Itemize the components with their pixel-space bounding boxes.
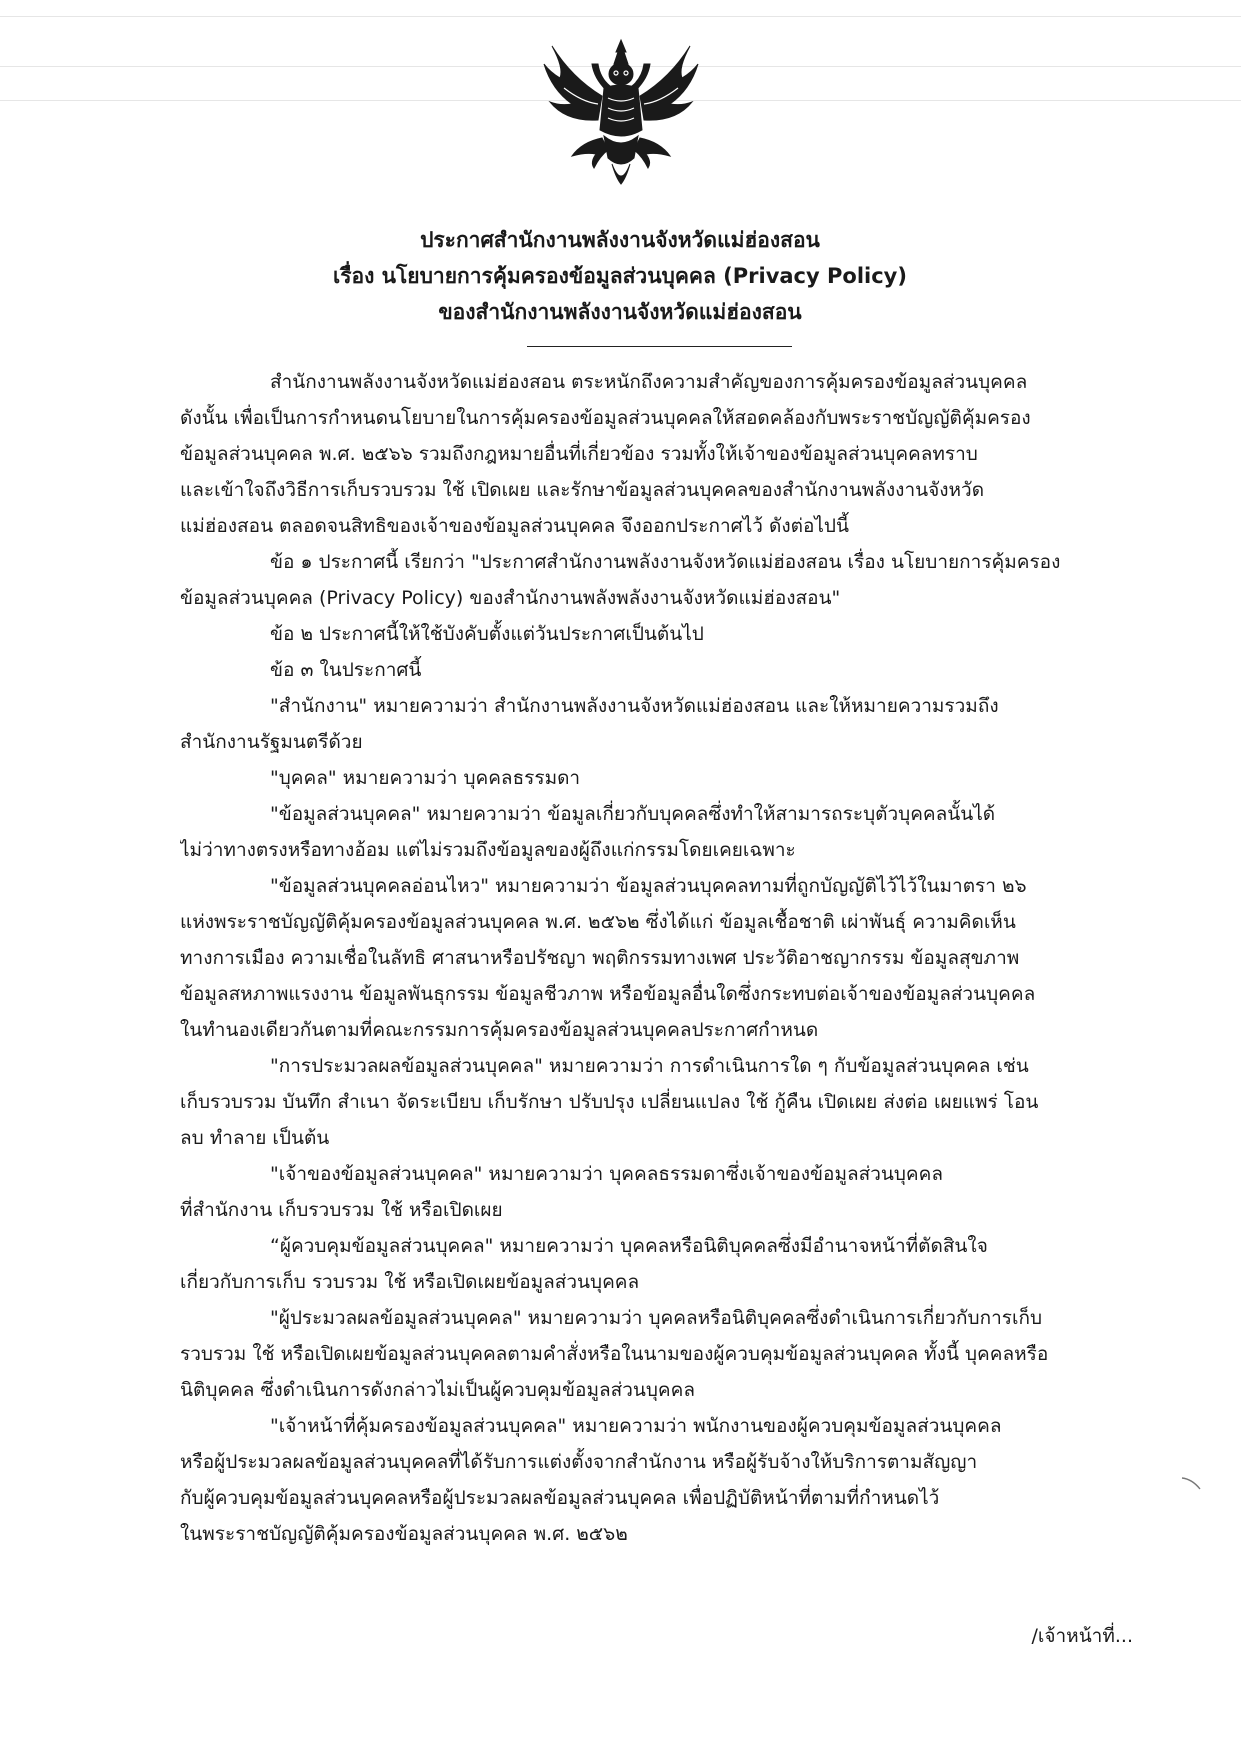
definition-processing (180, 1048, 1135, 1156)
text-line: เกี่ยวกับการเก็บ รวบรวม ใช้ หรือเปิดเผยข้อมูลส่วนบุคคล (180, 1271, 640, 1293)
text-line: ข้อมูลสหภาพแรงงาน ข้อมูลพันธุกรรม ข้อมูลชีวภาพ หรือข้อมูลอื่นใดซึ่งกระทบต่อเจ้าของข้อมูลส่วนบุคคล (180, 983, 1036, 1005)
heading-office: ของสำนักงานพลังงานจังหวัดแม่ฮ่องสอน (438, 300, 802, 324)
text-line: และเข้าใจถึงวิธีการเก็บรวบรวม ใช้ เปิดเผย และรักษาข้อมูลส่วนบุคคลของสำนักงานพลังงานจังหวัด (180, 479, 985, 501)
heading-title: ประกาศสำนักงานพลังงานจังหวัดแม่ฮ่องสอน (420, 228, 820, 252)
margin-mark (1180, 1475, 1204, 1491)
continuation-marker: /เจ้าหน้าที่... (1031, 1625, 1133, 1647)
clause-3-paragraph (180, 652, 1135, 688)
text-line: ในพระราชบัญญัติคุ้มครองข้อมูลส่วนบุคคล พ.ศ. ๒๕๖๒ (180, 1523, 628, 1545)
definition-data-subject (180, 1156, 1135, 1228)
announcement-heading (180, 222, 1060, 330)
text-line: "บุคคล" หมายความว่า บุคคลธรรมดา (270, 767, 581, 789)
text-line: แห่งพระราชบัญญัติคุ้มครองข้อมูลส่วนบุคคล พ.ศ. ๒๕๖๒ ซึ่งได้แก่ ข้อมูลเชื้อชาติ เผ่าพันธุ์ ความคิดเห็น (180, 911, 1016, 933)
text-line: ข้อมูลส่วนบุคคล (Privacy Policy) ของสำนักงานพลังพลังงานจังหวัดแม่ฮ่องสอน" (180, 587, 841, 609)
text-line: ไม่ว่าทางตรงหรือทางอ้อม แต่ไม่รวมถึงข้อมูลของผู้ถึงแก่กรรมโดยเคยเฉพาะ (180, 839, 796, 861)
text-line: ข้อ ๑ ประกาศนี้ เรียกว่า "ประกาศสำนักงานพลังงานจังหวัดแม่ฮ่องสอน เรื่อง นโยบายการคุ้มครอง (270, 551, 1061, 573)
text-line: "ข้อมูลส่วนบุคคล" หมายความว่า ข้อมูลเกี่ยวกับบุคคลซึ่งทำให้สามารถระบุตัวบุคคลนั้นได้ (270, 803, 996, 825)
text-line: "เจ้าของข้อมูลส่วนบุคคล" หมายความว่า บุคคลธรรมดาซึ่งเจ้าของข้อมูลส่วนบุคคล (270, 1163, 943, 1185)
text-line: กับผู้ควบคุมข้อมูลส่วนบุคคลหรือผู้ประมวลผลข้อมูลส่วนบุคคล เพื่อปฏิบัติหน้าที่ตามที่กำหนดไว้ (180, 1487, 940, 1509)
text-line: รวบรวม ใช้ หรือเปิดเผยข้อมูลส่วนบุคคลตามคำสั่งหรือในนามของผู้ควบคุมข้อมูลส่วนบุคคล ทั้งนี้ บุคคลหรือ (180, 1343, 1049, 1365)
definition-office (180, 688, 1135, 760)
text-line: ดังนั้น เพื่อเป็นการกำหนดนโยบายในการคุ้มครองข้อมูลส่วนบุคคลให้สอดคล้องกับพระราชบัญญัติคุ้มครอง (180, 407, 1031, 429)
definition-processor (180, 1300, 1135, 1408)
scan-streak (0, 16, 1241, 17)
preamble-paragraph (180, 364, 1135, 544)
text-line: ในทำนองเดียวกันตามที่คณะกรรมการคุ้มครองข้อมูลส่วนบุคคลประกาศกำหนด (180, 1019, 819, 1041)
text-line: "สำนักงาน" หมายความว่า สำนักงานพลังงานจังหวัดแม่ฮ่องสอน และให้หมายความรวมถึง (270, 695, 999, 717)
text-line: นิติบุคคล ซึ่งดำเนินการดังกล่าวไม่เป็นผู้ควบคุมข้อมูลส่วนบุคคล (180, 1379, 695, 1401)
text-line: "ผู้ประมวลผลข้อมูลส่วนบุคคล" หมายความว่า บุคคลหรือนิติบุคคลซึ่งดำเนินการเกี่ยวกับการเก็บ (270, 1307, 1043, 1329)
definition-personal-data (180, 796, 1135, 868)
text-line: ทางการเมือง ความเชื่อในลัทธิ ศาสนาหรือปรัชญา พฤติกรรมทางเพศ ประวัติอาชญากรรม ข้อมูลสุขภาพ (180, 947, 1020, 969)
text-line: สำนักงานพลังงานจังหวัดแม่ฮ่องสอน ตระหนักถึงความสำคัญของการคุ้มครองข้อมูลส่วนบุคคล (270, 371, 1028, 393)
text-line: สำนักงานรัฐมนตรีด้วย (180, 731, 363, 753)
definition-controller (180, 1228, 1135, 1300)
definition-dpo (180, 1408, 1135, 1552)
announcement-body (180, 364, 1135, 1552)
text-line: ข้อมูลส่วนบุคคล พ.ศ. ๒๕๖๖ รวมถึงกฎหมายอื่นที่เกี่ยวข้อง รวมทั้งให้เจ้าของข้อมูลส่วนบุคคลทราบ (180, 443, 978, 465)
text-line: “ผู้ควบคุมข้อมูลส่วนบุคคล" หมายความว่า บุคคลหรือนิติบุคคลซึ่งมีอำนาจหน้าที่ตัดสินใจ (270, 1235, 988, 1257)
definition-sensitive-data (180, 868, 1135, 1048)
garuda-emblem-icon (542, 38, 700, 190)
clause-2-paragraph (180, 616, 1135, 652)
heading-divider (527, 346, 792, 347)
text-line: "เจ้าหน้าที่คุ้มครองข้อมูลส่วนบุคคล" หมายความว่า พนักงานของผู้ควบคุมข้อมูลส่วนบุคคล (270, 1415, 1002, 1437)
text-line: "ข้อมูลส่วนบุคคลอ่อนไหว" หมายความว่า ข้อมูลส่วนบุคคลทามที่ถูกบัญญัติไว้ไว้ในมาตรา ๒๖ (270, 875, 1027, 897)
clause-1-paragraph (180, 544, 1135, 616)
text-line: ที่สำนักงาน เก็บรวบรวม ใช้ หรือเปิดเผย (180, 1199, 503, 1221)
text-line: หรือผู้ประมวลผลข้อมูลส่วนบุคคลที่ได้รับการแต่งตั้งจากสำนักงาน หรือผู้รับจ้างให้บริการตามสัญญา (180, 1451, 978, 1473)
text-line: "การประมวลผลข้อมูลส่วนบุคคล" หมายความว่า การดำเนินการใด ๆ กับข้อมูลส่วนบุคคล เช่น (270, 1055, 1029, 1077)
heading-subject: เรื่อง นโยบายการคุ้มครองข้อมูลส่วนบุคคล (Privacy Policy) (333, 264, 907, 288)
text-line: แม่ฮ่องสอน ตลอดจนสิทธิของเจ้าของข้อมูลส่วนบุคคล จึงออกประกาศไว้ ดังต่อไปนี้ (180, 515, 849, 537)
definition-person (180, 760, 1135, 796)
text-line: ลบ ทำลาย เป็นต้น (180, 1127, 330, 1149)
text-line: เก็บรวบรวม บันทึก สำเนา จัดระเบียบ เก็บรักษา ปรับปรุง เปลี่ยนแปลง ใช้ กู้คืน เปิดเผย ส่งต่อ เผยแพร่ โอน (180, 1091, 1039, 1113)
text-line: ข้อ ๒ ประกาศนี้ให้ใช้บังคับตั้งแต่วันประกาศเป็นต้นไป (270, 623, 704, 645)
text-line: ข้อ ๓ ในประกาศนี้ (270, 659, 422, 681)
